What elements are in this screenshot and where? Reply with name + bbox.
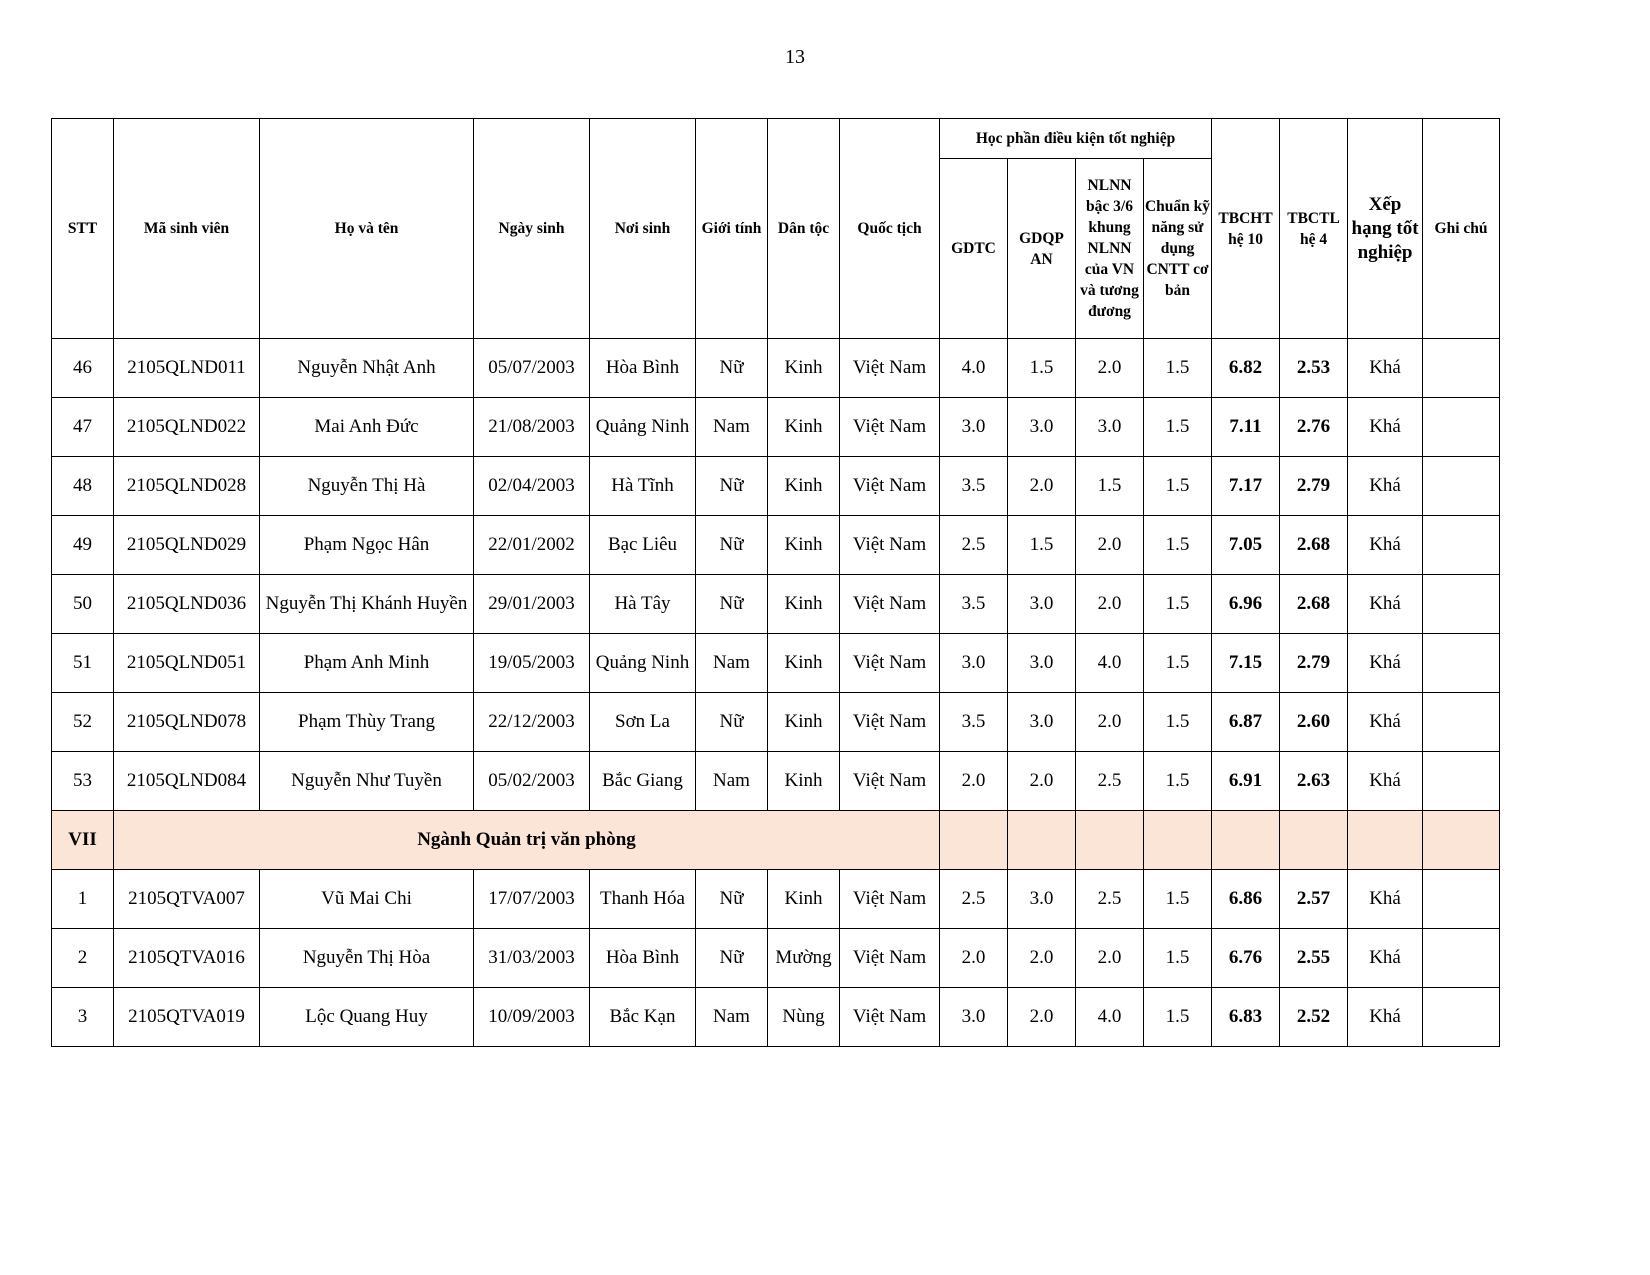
cell-stt: 1 (52, 870, 114, 929)
cell-tbcht: 6.96 (1212, 575, 1280, 634)
cell-student-id: 2105QLND078 (114, 693, 260, 752)
cell-gdtc: 3.0 (940, 634, 1008, 693)
cell-stt: 48 (52, 457, 114, 516)
cell-nationality: Việt Nam (840, 752, 940, 811)
graduation-table (51, 118, 1500, 1047)
cell-gdqpan: 3.0 (1008, 870, 1076, 929)
header-dob: Ngày sinh (474, 119, 590, 339)
cell-student-id: 2105QLND028 (114, 457, 260, 516)
cell-nationality: Việt Nam (840, 988, 940, 1047)
cell-tbctl: 2.79 (1280, 457, 1348, 516)
cell-stt: 47 (52, 398, 114, 457)
page-number: 13 (785, 46, 805, 68)
cell-tbcht: 7.05 (1212, 516, 1280, 575)
cell-nlnn: 2.0 (1076, 693, 1144, 752)
cell-dob: 22/12/2003 (474, 693, 590, 752)
cell-ethnicity: Nùng (768, 988, 840, 1047)
cell-rank: Khá (1348, 457, 1423, 516)
header-cntt: Chuẩn kỹ năng sử dụng CNTT cơ bản (1144, 159, 1212, 339)
cell-ethnicity: Kinh (768, 634, 840, 693)
header-gdqpan: GDQP AN (1008, 159, 1076, 339)
cell-stt: 50 (52, 575, 114, 634)
cell-student-id: 2105QLND051 (114, 634, 260, 693)
header-conditions-group: Học phần điều kiện tốt nghiệp (940, 119, 1212, 159)
cell-note (1423, 339, 1500, 398)
cell-full-name: Mai Anh Đức (260, 398, 474, 457)
cell-nlnn: 4.0 (1076, 634, 1144, 693)
table-row (52, 870, 1500, 929)
cell-rank: Khá (1348, 634, 1423, 693)
cell-rank: Khá (1348, 929, 1423, 988)
cell-birthplace: Bắc Giang (590, 752, 696, 811)
cell-rank: Khá (1348, 339, 1423, 398)
cell-nlnn: 3.0 (1076, 398, 1144, 457)
cell-ethnicity: Kinh (768, 398, 840, 457)
cell-stt: 2 (52, 929, 114, 988)
cell-cntt: 1.5 (1144, 398, 1212, 457)
cell-dob: 19/05/2003 (474, 634, 590, 693)
cell-ethnicity: Kinh (768, 516, 840, 575)
header-tbctl: TBCTL hệ 4 (1280, 119, 1348, 339)
cell-gdqpan: 1.5 (1008, 516, 1076, 575)
cell-tbctl: 2.57 (1280, 870, 1348, 929)
cell-nationality: Việt Nam (840, 634, 940, 693)
group-title: Ngành Quản trị văn phòng (114, 811, 940, 870)
cell-rank: Khá (1348, 398, 1423, 457)
cell-cntt: 1.5 (1144, 929, 1212, 988)
table-row (52, 575, 1500, 634)
header-stt: STT (52, 119, 114, 339)
cell-nationality: Việt Nam (840, 575, 940, 634)
cell-nationality: Việt Nam (840, 339, 940, 398)
cell-stt: 53 (52, 752, 114, 811)
table-body-part1 (52, 339, 1500, 811)
cell-nlnn: 4.0 (1076, 988, 1144, 1047)
header-ethnicity: Dân tộc (768, 119, 840, 339)
cell-nationality: Việt Nam (840, 693, 940, 752)
cell-tbcht: 6.87 (1212, 693, 1280, 752)
cell-nationality: Việt Nam (840, 929, 940, 988)
table-row (52, 339, 1500, 398)
cell-note (1423, 870, 1500, 929)
cell-full-name: Nguyễn Thị Hòa (260, 929, 474, 988)
cell-gdtc: 4.0 (940, 339, 1008, 398)
cell-gdtc: 3.5 (940, 693, 1008, 752)
cell-gdqpan: 2.0 (1008, 929, 1076, 988)
cell-full-name: Vũ Mai Chi (260, 870, 474, 929)
cell-gdqpan: 2.0 (1008, 457, 1076, 516)
cell-nlnn: 2.0 (1076, 929, 1144, 988)
cell-gdtc: 2.0 (940, 752, 1008, 811)
cell-tbctl: 2.55 (1280, 929, 1348, 988)
cell-gender: Nữ (696, 870, 768, 929)
cell-student-id: 2105QLND029 (114, 516, 260, 575)
cell-nlnn: 2.5 (1076, 752, 1144, 811)
cell-gender: Nam (696, 988, 768, 1047)
cell-gdqpan: 2.0 (1008, 752, 1076, 811)
cell-gdtc: 2.5 (940, 516, 1008, 575)
cell-gender: Nữ (696, 575, 768, 634)
cell-dob: 21/08/2003 (474, 398, 590, 457)
cell-full-name: Nguyễn Thị Hà (260, 457, 474, 516)
cell-note (1423, 516, 1500, 575)
cell-ethnicity: Mường (768, 929, 840, 988)
cell-tbctl: 2.79 (1280, 634, 1348, 693)
cell-tbctl: 2.52 (1280, 988, 1348, 1047)
table-row (52, 398, 1500, 457)
cell-birthplace: Quảng Ninh (590, 634, 696, 693)
cell-student-id: 2105QLND022 (114, 398, 260, 457)
cell-full-name: Lộc Quang Huy (260, 988, 474, 1047)
cell-student-id: 2105QLND011 (114, 339, 260, 398)
cell-nationality: Việt Nam (840, 516, 940, 575)
cell-rank: Khá (1348, 693, 1423, 752)
cell-gender: Nam (696, 634, 768, 693)
cell-note (1423, 575, 1500, 634)
cell-nlnn: 2.0 (1076, 575, 1144, 634)
cell-tbctl: 2.76 (1280, 398, 1348, 457)
cell-nlnn: 1.5 (1076, 457, 1144, 516)
cell-cntt: 1.5 (1144, 575, 1212, 634)
cell-rank: Khá (1348, 752, 1423, 811)
cell-birthplace: Hà Tây (590, 575, 696, 634)
cell-gdtc: 2.0 (940, 929, 1008, 988)
cell-tbcht: 7.15 (1212, 634, 1280, 693)
cell-ethnicity: Kinh (768, 575, 840, 634)
cell-dob: 29/01/2003 (474, 575, 590, 634)
cell-dob: 05/07/2003 (474, 339, 590, 398)
cell-nlnn: 2.0 (1076, 516, 1144, 575)
cell-birthplace: Quảng Ninh (590, 398, 696, 457)
cell-gdtc: 3.5 (940, 575, 1008, 634)
cell-note (1423, 929, 1500, 988)
cell-stt: 3 (52, 988, 114, 1047)
cell-tbcht: 6.83 (1212, 988, 1280, 1047)
cell-cntt: 1.5 (1144, 870, 1212, 929)
cell-gender: Nữ (696, 693, 768, 752)
cell-tbcht: 6.82 (1212, 339, 1280, 398)
group-row (52, 811, 1500, 870)
cell-stt: 51 (52, 634, 114, 693)
cell-dob: 31/03/2003 (474, 929, 590, 988)
header-gender: Giới tính (696, 119, 768, 339)
cell-gdtc: 3.0 (940, 988, 1008, 1047)
cell-student-id: 2105QLND036 (114, 575, 260, 634)
cell-tbcht: 7.11 (1212, 398, 1280, 457)
cell-student-id: 2105QTVA007 (114, 870, 260, 929)
cell-gdqpan: 3.0 (1008, 693, 1076, 752)
cell-dob: 10/09/2003 (474, 988, 590, 1047)
header-birthplace: Nơi sinh (590, 119, 696, 339)
cell-nationality: Việt Nam (840, 398, 940, 457)
header-rank: Xếp hạng tốt nghiệp (1348, 119, 1423, 339)
cell-dob: 17/07/2003 (474, 870, 590, 929)
cell-cntt: 1.5 (1144, 634, 1212, 693)
cell-birthplace: Hòa Bình (590, 339, 696, 398)
cell-gender: Nam (696, 752, 768, 811)
cell-cntt: 1.5 (1144, 339, 1212, 398)
cell-cntt: 1.5 (1144, 516, 1212, 575)
cell-nlnn: 2.5 (1076, 870, 1144, 929)
cell-cntt: 1.5 (1144, 988, 1212, 1047)
cell-ethnicity: Kinh (768, 339, 840, 398)
cell-stt: 46 (52, 339, 114, 398)
cell-full-name: Phạm Ngọc Hân (260, 516, 474, 575)
cell-tbcht: 6.86 (1212, 870, 1280, 929)
header-nlnn: NLNN bậc 3/6 khung NLNN của VN và tương đương (1076, 159, 1144, 339)
table-row (52, 634, 1500, 693)
cell-tbcht: 7.17 (1212, 457, 1280, 516)
cell-rank: Khá (1348, 988, 1423, 1047)
cell-gdqpan: 2.0 (1008, 988, 1076, 1047)
cell-rank: Khá (1348, 516, 1423, 575)
cell-full-name: Phạm Anh Minh (260, 634, 474, 693)
table-row (52, 693, 1500, 752)
cell-nationality: Việt Nam (840, 870, 940, 929)
table-group-section (52, 811, 1500, 870)
group-roman: VII (52, 811, 114, 870)
cell-student-id: 2105QLND084 (114, 752, 260, 811)
cell-note (1423, 457, 1500, 516)
cell-birthplace: Sơn La (590, 693, 696, 752)
cell-full-name: Nguyễn Nhật Anh (260, 339, 474, 398)
cell-tbctl: 2.53 (1280, 339, 1348, 398)
cell-full-name: Nguyễn Thị Khánh Huyền (260, 575, 474, 634)
cell-gdqpan: 3.0 (1008, 398, 1076, 457)
cell-cntt: 1.5 (1144, 693, 1212, 752)
cell-note (1423, 693, 1500, 752)
cell-rank: Khá (1348, 870, 1423, 929)
cell-ethnicity: Kinh (768, 752, 840, 811)
table-row (52, 752, 1500, 811)
header-tbcht: TBCHT hệ 10 (1212, 119, 1280, 339)
cell-ethnicity: Kinh (768, 457, 840, 516)
table-row (52, 929, 1500, 988)
cell-birthplace: Bạc Liêu (590, 516, 696, 575)
cell-stt: 49 (52, 516, 114, 575)
cell-dob: 22/01/2002 (474, 516, 590, 575)
cell-gdtc: 2.5 (940, 870, 1008, 929)
cell-ethnicity: Kinh (768, 870, 840, 929)
header-full-name: Họ và tên (260, 119, 474, 339)
header-student-id: Mã sinh viên (114, 119, 260, 339)
cell-gdtc: 3.5 (940, 457, 1008, 516)
cell-gdqpan: 3.0 (1008, 575, 1076, 634)
header-gdtc: GDTC (940, 159, 1008, 339)
cell-full-name: Phạm Thùy Trang (260, 693, 474, 752)
cell-birthplace: Hòa Bình (590, 929, 696, 988)
cell-gender: Nam (696, 398, 768, 457)
table-row (52, 457, 1500, 516)
cell-tbctl: 2.68 (1280, 575, 1348, 634)
cell-tbcht: 6.76 (1212, 929, 1280, 988)
cell-note (1423, 634, 1500, 693)
header-nationality: Quốc tịch (840, 119, 940, 339)
cell-student-id: 2105QTVA016 (114, 929, 260, 988)
cell-dob: 05/02/2003 (474, 752, 590, 811)
cell-dob: 02/04/2003 (474, 457, 590, 516)
cell-gdtc: 3.0 (940, 398, 1008, 457)
cell-birthplace: Bắc Kạn (590, 988, 696, 1047)
cell-birthplace: Thanh Hóa (590, 870, 696, 929)
cell-tbctl: 2.63 (1280, 752, 1348, 811)
cell-stt: 52 (52, 693, 114, 752)
cell-note (1423, 988, 1500, 1047)
cell-gender: Nữ (696, 516, 768, 575)
table-body-part2 (52, 870, 1500, 1047)
header-note: Ghi chú (1423, 119, 1500, 339)
cell-note (1423, 398, 1500, 457)
cell-ethnicity: Kinh (768, 693, 840, 752)
cell-full-name: Nguyễn Như Tuyền (260, 752, 474, 811)
cell-tbctl: 2.60 (1280, 693, 1348, 752)
cell-tbcht: 6.91 (1212, 752, 1280, 811)
cell-gdqpan: 3.0 (1008, 634, 1076, 693)
cell-gdqpan: 1.5 (1008, 339, 1076, 398)
cell-birthplace: Hà Tĩnh (590, 457, 696, 516)
cell-cntt: 1.5 (1144, 752, 1212, 811)
cell-student-id: 2105QTVA019 (114, 988, 260, 1047)
table-row (52, 988, 1500, 1047)
cell-tbctl: 2.68 (1280, 516, 1348, 575)
table-header (52, 119, 1500, 339)
cell-cntt: 1.5 (1144, 457, 1212, 516)
cell-nlnn: 2.0 (1076, 339, 1144, 398)
cell-gender: Nữ (696, 457, 768, 516)
cell-gender: Nữ (696, 339, 768, 398)
cell-rank: Khá (1348, 575, 1423, 634)
cell-nationality: Việt Nam (840, 457, 940, 516)
cell-gender: Nữ (696, 929, 768, 988)
cell-note (1423, 752, 1500, 811)
table-row (52, 516, 1500, 575)
